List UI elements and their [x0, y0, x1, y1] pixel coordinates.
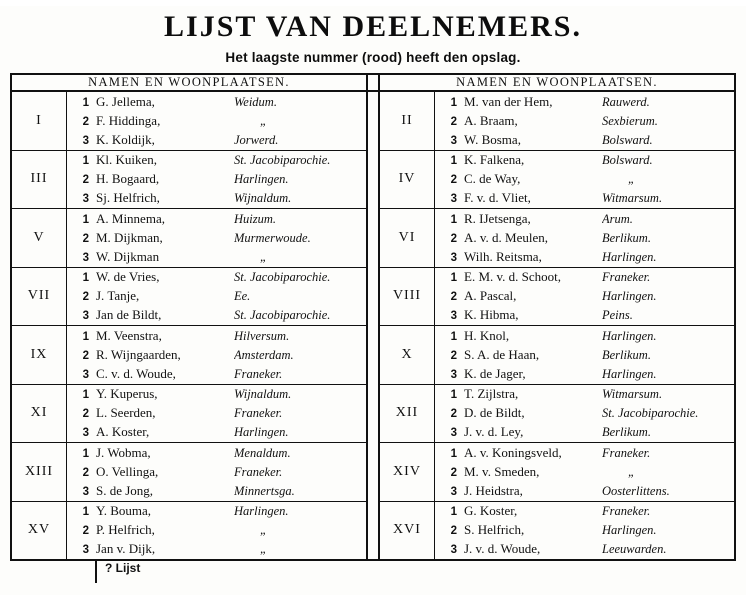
list-item [435, 345, 734, 364]
entry-number: 3 [82, 427, 89, 440]
table-row [12, 150, 366, 209]
entry-place: Huizum. [234, 211, 277, 226]
entry-number: 2 [82, 174, 89, 187]
entry-place: Harlingen. [602, 328, 657, 343]
entry-number: 2 [82, 349, 89, 362]
table-row [380, 326, 734, 385]
group-number: VIII [380, 267, 435, 326]
entry-number: 1 [450, 272, 457, 285]
entry-number: 3 [450, 134, 457, 147]
list-item [435, 462, 734, 481]
table-row [12, 501, 366, 559]
group-entries [67, 150, 367, 209]
entry-place: Harlingen. [234, 172, 289, 187]
page-title: LIJST VAN DEELNEMERS. [164, 10, 582, 43]
group-entries [67, 326, 367, 385]
table-row [12, 267, 366, 326]
entry-number: 2 [82, 232, 89, 245]
list-item [435, 92, 734, 111]
entry-place: St. Jacobiparochie. [602, 406, 699, 421]
entry-name: E. M. v. d. Schoot, [464, 269, 562, 285]
entry-name: J. Tanje, [96, 288, 140, 304]
entry-place: Franeker. [234, 464, 283, 479]
group-entries [67, 501, 367, 559]
entry-name: L. Seerden, [96, 405, 156, 421]
group-number: VII [12, 267, 67, 326]
group-entries [435, 501, 735, 559]
group-number: VI [380, 209, 435, 268]
entry-number: 1 [82, 389, 89, 402]
entry-name: Y. Kuperus, [96, 386, 158, 402]
entry-name: T. Zijlstra, [464, 386, 519, 402]
entry-place: Bolsward. [602, 153, 653, 168]
entry-place: „ [628, 464, 635, 479]
group-number: IV [380, 150, 435, 209]
table-row [380, 501, 734, 559]
list-item [435, 268, 734, 287]
list-item [67, 247, 366, 266]
entry-place: St. Jacobiparochie. [234, 270, 331, 285]
table-row [12, 326, 366, 385]
entry-number: 3 [450, 193, 457, 206]
column-gap [367, 75, 379, 91]
table-row [12, 384, 366, 443]
group-number: XII [380, 384, 435, 443]
group-number: XVI [380, 501, 435, 559]
footer-vertical-rule [95, 561, 97, 583]
entry-number: 3 [450, 368, 457, 381]
entry-name: J. Heidstra, [464, 482, 523, 498]
entry-name: A. Pascal, [464, 288, 517, 304]
table-row [380, 384, 734, 443]
entry-place: „ [628, 172, 635, 187]
entry-number: 3 [450, 544, 457, 557]
list-item [67, 268, 366, 287]
group-number: XIII [12, 443, 67, 502]
list-item [67, 228, 366, 247]
entry-name: A. Braam, [464, 112, 518, 128]
entry-name: S. de Jong, [96, 482, 154, 498]
entry-name: W. Dijkman [96, 248, 160, 264]
entry-place: Harlingen. [602, 366, 657, 381]
entry-name: F. Hiddinga, [96, 112, 161, 128]
entry-name: R. Wijngaarden, [96, 346, 181, 362]
entry-name: K. Hibma, [464, 307, 519, 323]
list-item [435, 228, 734, 247]
entry-number: 2 [82, 115, 89, 128]
entry-place: Harlingen. [234, 504, 289, 519]
left-groups-body [12, 92, 366, 559]
entry-name: H. Bogaard, [96, 171, 160, 187]
entry-place: Menaldum. [234, 445, 291, 460]
entry-place: Ee. [234, 289, 251, 304]
group-number: IX [12, 326, 67, 385]
group-entries [435, 267, 735, 326]
entry-number: 3 [450, 485, 457, 498]
entry-place: Berlikum. [602, 230, 651, 245]
right-groups-table [380, 92, 734, 559]
entry-name: K. Falkena, [464, 152, 525, 168]
entry-place: Arum. [602, 211, 633, 226]
entry-place: „ [260, 113, 267, 128]
entry-number: 2 [450, 232, 457, 245]
entry-number: 3 [82, 368, 89, 381]
entry-number: 1 [450, 96, 457, 109]
list-item [435, 481, 734, 500]
list-item [67, 481, 366, 500]
entry-number: 1 [82, 506, 89, 519]
entry-number: 2 [450, 115, 457, 128]
entry-place: St. Jacobiparochie. [234, 153, 331, 168]
entry-name: R. IJetsenga, [464, 210, 531, 226]
entry-name: A. Koster, [96, 424, 150, 440]
list-item [67, 189, 366, 208]
entry-place: Wijnaldum. [234, 387, 292, 402]
entry-number: 3 [82, 485, 89, 498]
entry-name: K. Koldijk, [96, 131, 155, 147]
group-entries [435, 326, 735, 385]
entry-name: J. Wobma, [96, 444, 151, 460]
entry-place: Bolsward. [602, 132, 653, 147]
table-row [12, 443, 366, 502]
right-column [379, 91, 735, 559]
participants-table [10, 75, 736, 559]
entry-place: Sexbierum. [602, 113, 658, 128]
table-body-row [11, 91, 735, 559]
entry-name: Sj. Helfrich, [96, 190, 160, 206]
entry-place: Franeker. [602, 445, 651, 460]
entry-name: G. Koster, [464, 503, 518, 519]
list-item [435, 247, 734, 266]
table-row [12, 209, 366, 268]
entry-number: 2 [82, 291, 89, 304]
entry-number: 3 [82, 544, 89, 557]
entry-number: 1 [450, 213, 457, 226]
entry-place: Witmarsum. [602, 191, 663, 206]
list-item [435, 364, 734, 383]
footer-partial-row [10, 561, 736, 583]
entry-number: 1 [82, 96, 89, 109]
list-item [435, 170, 734, 189]
list-item [67, 462, 366, 481]
group-number: X [380, 326, 435, 385]
list-item [67, 385, 366, 404]
entry-number: 1 [82, 213, 89, 226]
entry-name: M. v. Smeden, [464, 463, 540, 479]
entry-number: 1 [82, 447, 89, 460]
entry-place: Oosterlittens. [602, 483, 670, 498]
entry-place: „ [260, 249, 267, 264]
group-entries [67, 209, 367, 268]
entry-place: Franeker. [602, 504, 651, 519]
list-item [435, 404, 734, 423]
group-number: XV [12, 501, 67, 559]
entry-name: M. Dijkman, [96, 229, 163, 245]
entry-number: 3 [82, 251, 89, 264]
entry-place: Wijnaldum. [234, 191, 292, 206]
entry-place: Leeuwarden. [602, 542, 667, 557]
table-row [380, 267, 734, 326]
table-row [12, 92, 366, 150]
entry-number: 2 [450, 174, 457, 187]
group-entries [435, 209, 735, 268]
list-item [435, 306, 734, 325]
entry-name: A. Minnema, [96, 210, 165, 226]
entry-name: Kl. Kuiken, [96, 152, 158, 168]
table-row [380, 150, 734, 209]
list-item [67, 423, 366, 442]
entry-number: 2 [450, 408, 457, 421]
column-header-right: NAMEN EN WOONPLAATSEN. [379, 75, 735, 91]
entry-number: 2 [82, 408, 89, 421]
table-row [380, 443, 734, 502]
list-item [435, 326, 734, 345]
entry-place: Minnertsga. [234, 483, 295, 498]
group-number: III [12, 150, 67, 209]
entry-number: 3 [450, 427, 457, 440]
list-item [435, 423, 734, 442]
entry-name: M. Veenstra, [96, 327, 162, 343]
entry-number: 2 [450, 349, 457, 362]
table-header-row [11, 75, 735, 91]
entry-number: 3 [82, 134, 89, 147]
entry-name: K. de Jager, [464, 365, 526, 381]
list-item [435, 151, 734, 170]
list-item [67, 443, 366, 462]
list-item [67, 345, 366, 364]
entry-name: S. A. de Haan, [464, 346, 540, 362]
list-item [67, 540, 366, 559]
group-entries [67, 92, 367, 150]
entry-place: Berlikum. [602, 347, 651, 362]
entry-number: 2 [450, 291, 457, 304]
list-item [435, 385, 734, 404]
group-entries [435, 150, 735, 209]
list-item [67, 287, 366, 306]
list-item [435, 443, 734, 462]
entry-name: A. v. d. Meulen, [464, 229, 549, 245]
list-item [435, 502, 734, 521]
list-item [435, 130, 734, 149]
list-item [435, 209, 734, 228]
entry-place: Hilversum. [234, 328, 290, 343]
group-entries [67, 443, 367, 502]
participants-table-wrapper [10, 75, 736, 559]
entry-name: C. de Way, [464, 171, 521, 187]
group-entries [435, 384, 735, 443]
entry-name: Wilh. Reitsma, [464, 248, 542, 264]
entry-number: 2 [82, 525, 89, 538]
entry-number: 1 [82, 155, 89, 168]
entry-name: F. v. d. Vliet, [464, 190, 531, 206]
entry-name: Jan de Bildt, [96, 307, 162, 323]
entry-place: Franeker. [234, 406, 283, 421]
page-subtitle: Het laagste nummer (rood) heeft den opslag. [225, 50, 521, 65]
list-item [67, 130, 366, 149]
entry-name: M. van der Hem, [464, 93, 553, 109]
group-entries [435, 92, 735, 150]
list-item [67, 364, 366, 383]
list-item [435, 287, 734, 306]
group-number: XI [12, 384, 67, 443]
entry-name: S. Helfrich, [464, 522, 525, 538]
entry-name: Y. Bouma, [96, 503, 152, 519]
left-column [11, 91, 367, 559]
group-entries [435, 443, 735, 502]
group-number: XIV [380, 443, 435, 502]
entry-place: „ [260, 523, 267, 538]
column-header-left: NAMEN EN WOONPLAATSEN. [11, 75, 367, 91]
entry-number: 2 [82, 466, 89, 479]
list-item [67, 151, 366, 170]
group-number: V [12, 209, 67, 268]
document-page [0, 6, 746, 595]
entry-place: Jorwerd. [234, 132, 279, 147]
entry-place: Peins. [602, 308, 633, 323]
entry-number: 2 [450, 466, 457, 479]
entry-number: 2 [450, 525, 457, 538]
entry-name: W. de Vries, [96, 269, 160, 285]
entry-name: A. v. Koningsveld, [464, 444, 562, 460]
entry-place: Franeker. [234, 366, 283, 381]
list-item [67, 306, 366, 325]
list-item [67, 326, 366, 345]
entry-place: Harlingen. [234, 425, 289, 440]
entry-number: 3 [82, 310, 89, 323]
entry-name: D. de Bildt, [464, 405, 525, 421]
list-item [67, 521, 366, 540]
list-item [435, 111, 734, 130]
entry-name: O. Vellinga, [96, 463, 159, 479]
entry-place: Harlingen. [602, 289, 657, 304]
list-item [67, 170, 366, 189]
right-groups-body [380, 92, 734, 559]
entry-number: 1 [82, 330, 89, 343]
list-item [435, 540, 734, 559]
entry-number: 3 [450, 310, 457, 323]
group-number: II [380, 92, 435, 150]
entry-place: „ [260, 542, 267, 557]
entry-number: 1 [450, 155, 457, 168]
footer-text: ? Lijst [105, 561, 141, 576]
entry-place: Weidum. [234, 94, 277, 109]
entry-place: Rauwerd. [602, 94, 650, 109]
entry-place: Amsterdam. [234, 347, 294, 362]
entry-number: 1 [450, 506, 457, 519]
entry-number: 1 [450, 389, 457, 402]
entry-number: 1 [82, 272, 89, 285]
entry-name: C. v. d. Woude, [96, 365, 176, 381]
entry-name: J. v. d. Ley, [464, 424, 524, 440]
list-item [67, 404, 366, 423]
list-item [435, 189, 734, 208]
entry-name: Jan v. Dijk, [96, 541, 156, 557]
entry-number: 1 [450, 330, 457, 343]
entry-place: Murmerwoude. [234, 230, 311, 245]
entry-name: J. v. d. Woude, [464, 541, 541, 557]
group-entries [67, 384, 367, 443]
group-entries [67, 267, 367, 326]
group-number: I [12, 92, 67, 150]
entry-place: Franeker. [602, 270, 651, 285]
list-item [435, 521, 734, 540]
entry-place: Harlingen. [602, 249, 657, 264]
entry-place: Witmarsum. [602, 387, 663, 402]
entry-name: P. Helfrich, [96, 522, 155, 538]
column-separator [367, 91, 379, 559]
list-item [67, 111, 366, 130]
entry-name: H. Knol, [464, 327, 510, 343]
left-groups-table [12, 92, 366, 559]
entry-place: Harlingen. [602, 523, 657, 538]
entry-place: Berlikum. [602, 425, 651, 440]
entry-number: 3 [82, 193, 89, 206]
entry-number: 1 [450, 447, 457, 460]
entry-name: G. Jellema, [96, 93, 155, 109]
entry-place: St. Jacobiparochie. [234, 308, 331, 323]
table-row [380, 209, 734, 268]
table-row [380, 92, 734, 150]
list-item [67, 92, 366, 111]
entry-number: 3 [450, 251, 457, 264]
entry-name: W. Bosma, [464, 131, 521, 147]
list-item [67, 209, 366, 228]
list-item [67, 502, 366, 521]
